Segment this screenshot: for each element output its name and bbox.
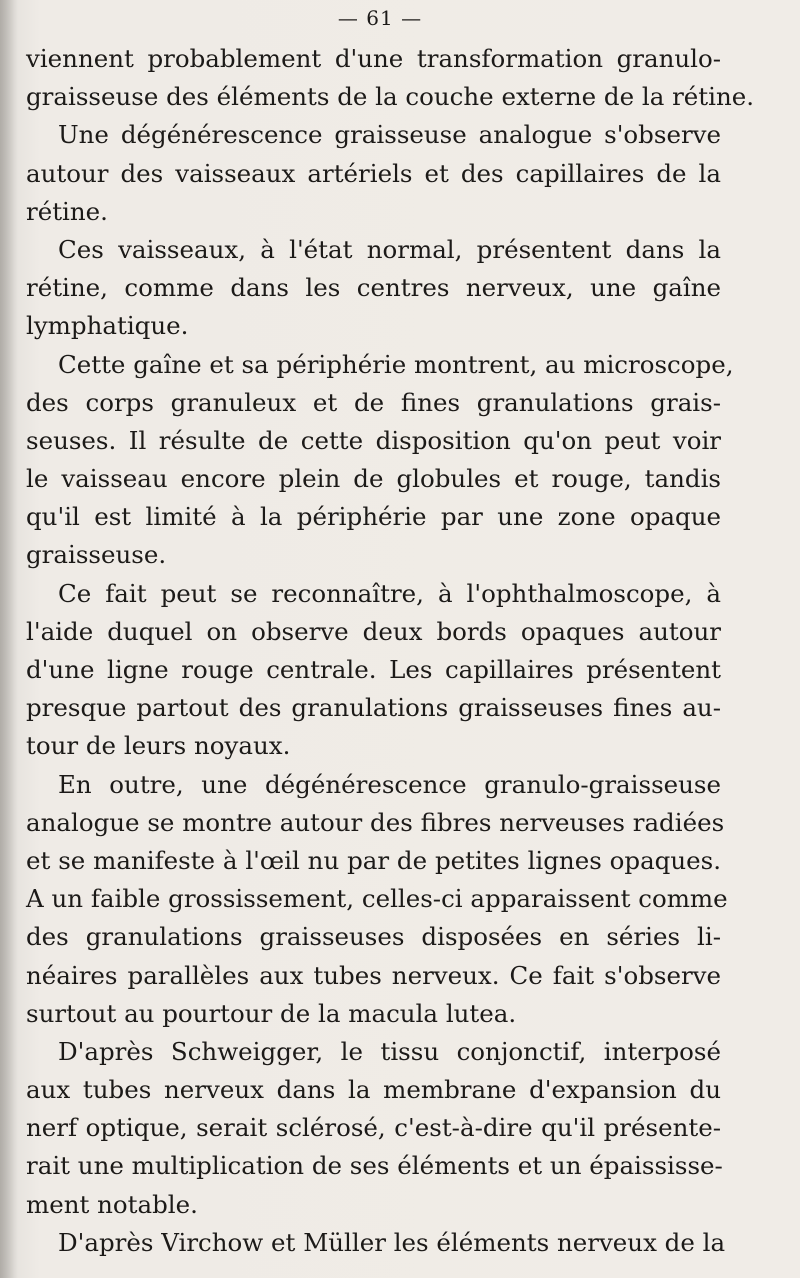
text-line: aux tubes nerveux dans la membrane d'expansion du: [26, 1075, 721, 1105]
text-line: autour des vaisseaux artériels et des capillaires de la: [26, 158, 721, 188]
text-line: graisseuse des éléments de la couche externe de la rétine.: [26, 82, 755, 112]
text-line: viennent probablement d'une transformation granulo-: [26, 44, 721, 73]
text-line: qu'il est limité à la périphérie par une zone opaque: [26, 502, 721, 532]
page-gutter-shadow: [0, 0, 18, 1278]
text-line: tour de leurs noyaux.: [26, 731, 291, 761]
text-line: des corps granuleux et de fines granulations grais-: [26, 387, 721, 417]
text-line: Ces vaisseaux, à l'état normal, présentent dans la: [58, 234, 721, 264]
body-text: [26, 40, 755, 1262]
text-line: D'après Virchow et Müller les éléments nerveux de la: [58, 1227, 726, 1257]
text-line: graisseuse.: [26, 540, 167, 570]
text-line: et se manifeste à l'œil nu par de petites lignes opaques.: [26, 845, 721, 875]
text-line: nerf optique, serait sclérosé, c'est-à-dire qu'il présente-: [26, 1113, 721, 1143]
text-line: presque partout des granulations graisseuses fines au-: [26, 693, 721, 723]
text-line: des granulations graisseuses disposées en séries li-: [26, 922, 721, 952]
page-number: — 61 —: [337, 6, 423, 30]
text-line: Une dégénérescence graisseuse analogue s'observe: [58, 120, 721, 150]
text-line: seuses. Il résulte de cette disposition qu'on peut voir: [26, 425, 721, 455]
text-line: l'aide duquel on observe deux bords opaques autour: [26, 616, 721, 646]
text-line: Cette gaîne et sa périphérie montrent, au microscope,: [58, 349, 734, 379]
text-line: En outre, une dégénérescence granulo-graisseuse: [58, 769, 721, 799]
text-line: lymphatique.: [26, 311, 189, 341]
text-line: néaires parallèles aux tubes nerveux. Ce fait s'observe: [26, 960, 721, 990]
text-line: analogue se montre autour des fibres nerveuses radiées: [26, 807, 725, 837]
text-line: rétine.: [26, 196, 108, 226]
text-line: D'après Schweigger, le tissu conjonctif, interposé: [58, 1036, 721, 1066]
text-line: rétine, comme dans les centres nerveux, une gaîne: [26, 273, 721, 303]
text-line: A un faible grossissement, celles-ci apparaissent comme: [26, 884, 728, 914]
text-line: surtout au pourtour de la macula lutea.: [26, 998, 517, 1028]
text-line: ment notable.: [26, 1189, 198, 1219]
text-line: d'une ligne rouge centrale. Les capillaires présentent: [26, 655, 721, 684]
text-line: le vaisseau encore plein de globules et rouge, tandis: [26, 464, 721, 494]
text-line: rait une multiplication de ses éléments et un épaississe-: [26, 1151, 723, 1181]
text-line: Ce fait peut se reconnaître, à l'ophthalmoscope, à: [58, 578, 721, 608]
